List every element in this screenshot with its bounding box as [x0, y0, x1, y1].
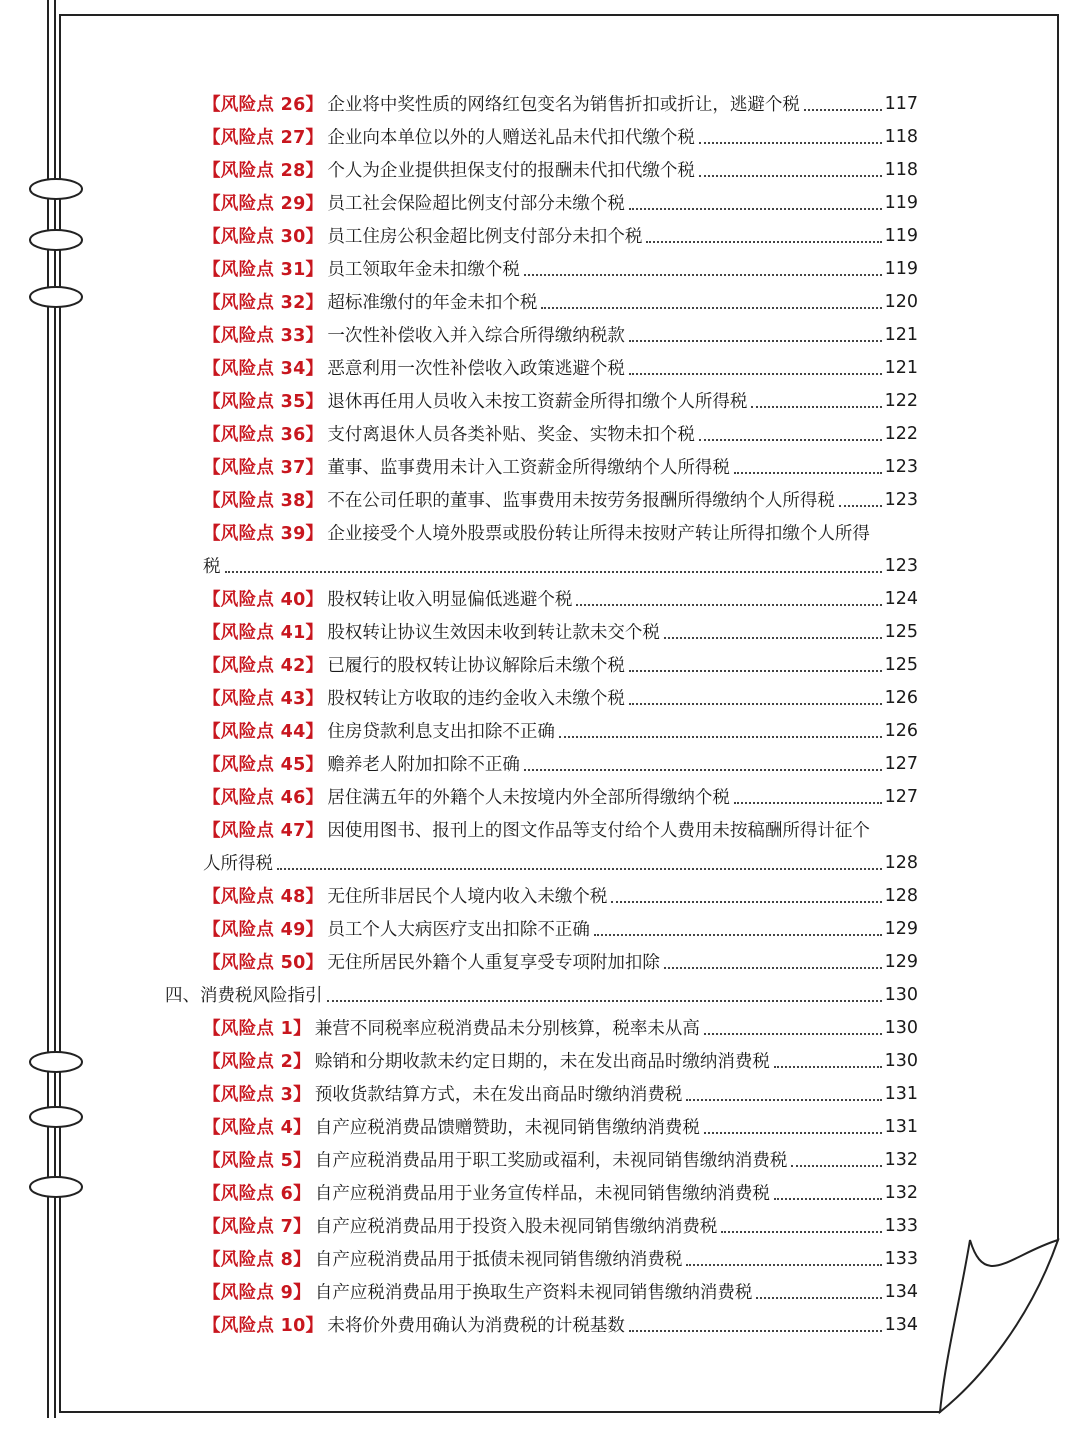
toc-entry-label: 【风险点 33】: [203, 326, 324, 346]
dot-leader: [804, 108, 882, 111]
toc-entry[interactable]: [203, 1209, 918, 1242]
toc-page-number: 129: [884, 951, 918, 972]
toc-entry[interactable]: [203, 1110, 918, 1143]
toc-entry[interactable]: [203, 1143, 918, 1176]
dot-leader: [611, 900, 881, 903]
toc-page-number: 119: [884, 192, 918, 213]
toc-entry-title: 股权转让收入明显偏低逃避个税: [327, 590, 573, 610]
dot-leader: [541, 306, 881, 309]
toc-entry-label: 【风险点 36】: [203, 425, 324, 445]
toc-entry-label: 【风险点 26】: [203, 95, 324, 115]
toc-entry-title: 兼营不同税率应税消费品未分别核算，税率未从高: [314, 1019, 700, 1039]
toc-entry-title: 不在公司任职的董事、监事费用未按劳务报酬所得缴纳个人所得税: [327, 491, 835, 511]
toc-entry-label: 【风险点 47】: [203, 821, 324, 841]
toc-entry[interactable]: [203, 384, 918, 417]
toc-page-number: 126: [884, 720, 918, 741]
toc-entry-title: 董事、监事费用未计入工资薪金所得缴纳个人所得税: [327, 458, 730, 478]
toc-entry-title: 员工社会保险超比例支付部分未缴个税: [327, 194, 625, 214]
toc-page-number: 127: [884, 786, 918, 807]
toc-entry-label: 【风险点 6】: [203, 1184, 311, 1204]
binder-ring-icon: [30, 230, 82, 250]
toc-entry-label: 【风险点 50】: [203, 953, 324, 973]
toc-entry[interactable]: [203, 1077, 918, 1110]
toc-entry-label: 【风险点 32】: [203, 293, 324, 313]
toc-entry[interactable]: [203, 450, 918, 483]
toc-page-number: 122: [884, 423, 918, 444]
page-curl-icon: [940, 1240, 1058, 1412]
toc-entry-label: 【风险点 42】: [203, 656, 324, 676]
toc-entry-title: 自产应税消费品用于抵债未视同销售缴纳消费税: [314, 1250, 683, 1270]
toc-entry[interactable]: [203, 813, 918, 846]
dot-leader: [699, 438, 882, 441]
toc-entry-label: 【风险点 40】: [203, 590, 324, 610]
toc-entry-label: 【风险点 8】: [203, 1250, 311, 1270]
toc-page-number: 133: [884, 1215, 918, 1236]
toc-entry-label: 【风险点 7】: [203, 1217, 311, 1237]
toc-entry[interactable]: [203, 879, 918, 912]
toc-entry-label: 【风险点 2】: [203, 1052, 311, 1072]
toc-entry[interactable]: [203, 1176, 918, 1209]
toc-entry-title: 企业向本单位以外的人赠送礼品未代扣代缴个税: [327, 128, 695, 148]
toc-entry-title: 个人为企业提供担保支付的报酬未代扣代缴个税: [327, 161, 695, 181]
toc-entry[interactable]: [203, 483, 918, 516]
toc-entry-title: 股权转让协议生效因未收到转让款未交个税: [327, 623, 660, 643]
toc-entry-title: 自产应税消费品用于换取生产资料未视同销售缴纳消费税: [314, 1283, 753, 1303]
toc-page-number: 133: [884, 1248, 918, 1269]
toc-entry[interactable]: [203, 87, 918, 120]
dot-leader: [327, 999, 882, 1002]
toc-entry-label: 【风险点 34】: [203, 359, 324, 379]
binder-ring-icon: [30, 1052, 82, 1072]
toc-entry-label: 【风险点 49】: [203, 920, 324, 940]
toc-entry-label: 【风险点 39】: [203, 524, 324, 544]
toc-entry-title: 自产应税消费品用于业务宣传样品，未视同销售缴纳消费税: [314, 1184, 770, 1204]
toc-entry-title: 无住所居民外籍个人重复享受专项附加扣除: [327, 953, 660, 973]
toc-page-number: 134: [884, 1314, 918, 1335]
toc-entry-title: 恶意利用一次性补偿收入政策逃避个税: [327, 359, 625, 379]
toc-page-number: 130: [884, 1050, 918, 1071]
toc-entry-label: 【风险点 48】: [203, 887, 324, 907]
toc-entry-title: 支付离退休人员各类补贴、奖金、实物未扣个税: [327, 425, 695, 445]
toc-entry-title: 因使用图书、报刊上的图文作品等支付给个人费用未按稿酬所得计征个: [327, 821, 870, 841]
toc-entry-label: 【风险点 38】: [203, 491, 324, 511]
toc-entry-label: 【风险点 4】: [203, 1118, 311, 1138]
toc-entry-title: 已履行的股权转让协议解除后未缴个税: [327, 656, 625, 676]
toc-entry-title: 赊销和分期收款未约定日期的，未在发出商品时缴纳消费税: [314, 1052, 770, 1072]
toc-page-number: 134: [884, 1281, 918, 1302]
toc-entry-label: 【风险点 46】: [203, 788, 324, 808]
toc-page-number: 123: [884, 489, 918, 510]
toc-entry[interactable]: [203, 582, 918, 615]
toc-entry-title: 赡养老人附加扣除不正确: [327, 755, 520, 775]
toc-entry-label: 【风险点 44】: [203, 722, 324, 742]
dot-leader: [774, 1065, 882, 1068]
toc-entry-label: 【风险点 37】: [203, 458, 324, 478]
toc-entry-title: 自产应税消费品馈赠赞助，未视同销售缴纳消费税: [314, 1118, 700, 1138]
toc-page-number: 127: [884, 753, 918, 774]
toc-entry-label: 【风险点 45】: [203, 755, 324, 775]
toc-entry[interactable]: [203, 120, 918, 153]
toc-entry[interactable]: [203, 714, 918, 747]
toc-page-number: 129: [884, 918, 918, 939]
dot-leader: [629, 339, 882, 342]
toc-entry-title: 自产应税消费品用于职工奖励或福利，未视同销售缴纳消费税: [314, 1151, 788, 1171]
dot-leader: [524, 273, 882, 276]
toc-entry[interactable]: [203, 681, 918, 714]
dot-leader: [559, 735, 882, 738]
toc-entry-title: 自产应税消费品用于投资入股未视同销售缴纳消费税: [314, 1217, 718, 1237]
dot-leader: [734, 801, 882, 804]
toc-page-number: 117: [884, 93, 918, 114]
dot-leader: [225, 570, 882, 573]
toc-entry[interactable]: [203, 153, 918, 186]
toc-entry-continuation[interactable]: [203, 846, 918, 879]
toc-entry[interactable]: [203, 516, 918, 549]
toc-page-number: 130: [884, 984, 918, 1005]
toc-entry-title: 股权转让方收取的违约金收入未缴个税: [327, 689, 625, 709]
dot-leader: [751, 405, 881, 408]
toc-entry-label: 【风险点 10】: [203, 1316, 324, 1336]
toc-entry-label: 【风险点 43】: [203, 689, 324, 709]
toc-entry-label: 【风险点 31】: [203, 260, 324, 280]
toc-entry[interactable]: [203, 747, 918, 780]
toc-page-number: 118: [884, 126, 918, 147]
toc-entry[interactable]: [203, 252, 918, 285]
toc-entry-title-cont: 税: [203, 557, 221, 577]
dot-leader: [704, 1032, 882, 1035]
toc-entry[interactable]: [203, 1044, 918, 1077]
binder-ring-icon: [30, 1107, 82, 1127]
dot-leader: [524, 768, 882, 771]
toc-page-number: 128: [884, 885, 918, 906]
dot-leader: [774, 1197, 882, 1200]
toc-entry-title: 居住满五年的外籍个人未按境内外全部所得缴纳个税: [327, 788, 730, 808]
toc-entry-label: 【风险点 3】: [203, 1085, 311, 1105]
toc-page-number: 128: [884, 852, 918, 873]
dot-leader: [791, 1164, 881, 1167]
toc-entry[interactable]: [203, 648, 918, 681]
toc-entry-title: 员工领取年金未扣缴个税: [327, 260, 520, 280]
toc-entry[interactable]: [203, 417, 918, 450]
toc-page-number: 125: [884, 654, 918, 675]
toc-entry-title: 企业将中奖性质的网络红包变名为销售折扣或折让，逃避个税: [327, 95, 800, 115]
toc-page-number: 132: [884, 1182, 918, 1203]
toc-entry[interactable]: [203, 1308, 918, 1341]
toc-entry[interactable]: [203, 285, 918, 318]
dot-leader: [734, 471, 882, 474]
dot-leader: [721, 1230, 881, 1233]
toc-page-number: 118: [884, 159, 918, 180]
dot-leader: [629, 372, 882, 375]
binder-ring-icon: [30, 179, 82, 199]
dot-leader: [576, 603, 881, 606]
toc-entry-label: 【风险点 9】: [203, 1283, 311, 1303]
toc-entry-title-cont: 人所得税: [203, 854, 273, 874]
toc-page-number: 119: [884, 258, 918, 279]
toc-entry-label: 【风险点 5】: [203, 1151, 311, 1171]
toc-entry[interactable]: [203, 318, 918, 351]
dot-leader: [664, 966, 882, 969]
toc-entry[interactable]: [203, 1242, 918, 1275]
toc-page-number: 123: [884, 456, 918, 477]
toc-page-number: 124: [884, 588, 918, 609]
toc-entry-label: 【风险点 1】: [203, 1019, 311, 1039]
toc-entry[interactable]: [203, 945, 918, 978]
toc-entry-label: 【风险点 28】: [203, 161, 324, 181]
toc-page-number: 125: [884, 621, 918, 642]
toc-entry-title: 预收货款结算方式，未在发出商品时缴纳消费税: [314, 1085, 683, 1105]
toc-entry[interactable]: [203, 186, 918, 219]
dot-leader: [699, 174, 882, 177]
toc-page-number: 131: [884, 1116, 918, 1137]
toc-page-number: 130: [884, 1017, 918, 1038]
dot-leader: [664, 636, 882, 639]
dot-leader: [646, 240, 881, 243]
toc-page-number: 126: [884, 687, 918, 708]
toc-page-number: 122: [884, 390, 918, 411]
dot-leader: [756, 1296, 881, 1299]
toc-entry-title: 一次性补偿收入并入综合所得缴纳税款: [327, 326, 625, 346]
toc-page-number: 120: [884, 291, 918, 312]
toc-section-title: 四、消费税风险指引: [165, 986, 323, 1006]
dot-leader: [594, 933, 882, 936]
toc-section-heading[interactable]: [165, 978, 918, 1011]
dot-leader: [704, 1131, 882, 1134]
toc-entry-label: 【风险点 29】: [203, 194, 324, 214]
toc-page-number: 131: [884, 1083, 918, 1104]
toc-page-number: 123: [884, 555, 918, 576]
toc-entry-title: 员工住房公积金超比例支付部分未扣个税: [327, 227, 643, 247]
dot-leader: [629, 207, 882, 210]
toc-entry[interactable]: [203, 219, 918, 252]
toc-page-number: 119: [884, 225, 918, 246]
dot-leader: [629, 669, 882, 672]
dot-leader: [686, 1098, 881, 1101]
dot-leader: [629, 1329, 882, 1332]
toc-entry-title: 超标准缴付的年金未扣个税: [327, 293, 538, 313]
toc-entry-title: 退休再任用人员收入未按工资薪金所得扣缴个人所得税: [327, 392, 748, 412]
toc-entry-title: 住房贷款利息支出扣除不正确: [327, 722, 555, 742]
toc-page-number: 132: [884, 1149, 918, 1170]
toc-entry[interactable]: [203, 615, 918, 648]
toc-entry-title: 无住所非居民个人境内收入未缴个税: [327, 887, 608, 907]
toc-page-number: 121: [884, 324, 918, 345]
binder-ring-icon: [30, 1177, 82, 1197]
toc-entry-title: 企业接受个人境外股票或股份转让所得未按财产转让所得扣缴个人所得: [327, 524, 870, 544]
dot-leader: [686, 1263, 881, 1266]
toc-entry-label: 【风险点 41】: [203, 623, 324, 643]
toc-entry-label: 【风险点 35】: [203, 392, 324, 412]
binder-ring-icon: [30, 287, 82, 307]
dot-leader: [629, 702, 882, 705]
toc-entry[interactable]: [203, 1275, 918, 1308]
toc-entry-label: 【风险点 30】: [203, 227, 324, 247]
toc-entry[interactable]: [203, 351, 918, 384]
toc-entry[interactable]: [203, 1011, 918, 1044]
toc-entry-label: 【风险点 27】: [203, 128, 324, 148]
toc-entry[interactable]: [203, 912, 918, 945]
toc-page-number: 121: [884, 357, 918, 378]
dot-leader: [699, 141, 882, 144]
dot-leader: [277, 867, 882, 870]
toc-entry[interactable]: [203, 780, 918, 813]
toc-entry-title: 员工个人大病医疗支出扣除不正确: [327, 920, 590, 940]
toc-entry-continuation[interactable]: [203, 549, 918, 582]
dot-leader: [839, 504, 882, 507]
toc-entry-title: 未将价外费用确认为消费税的计税基数: [327, 1316, 625, 1336]
